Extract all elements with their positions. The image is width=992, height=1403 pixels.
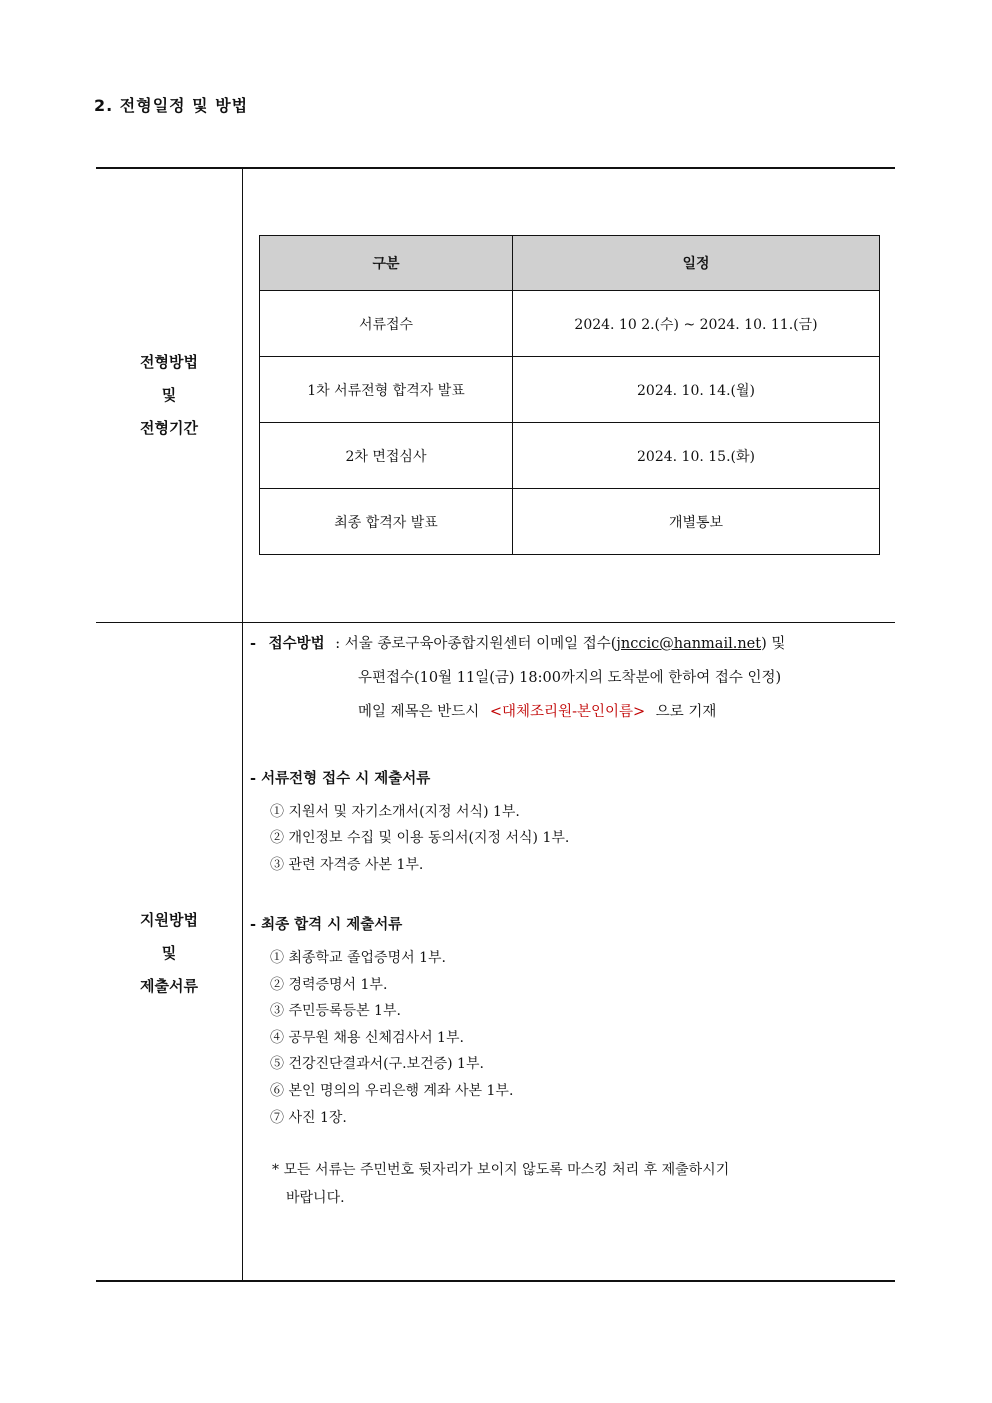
table-bottom-border bbox=[96, 1280, 895, 1282]
docs1-title: - 서류전형 접수 시 제출서류 bbox=[250, 771, 431, 787]
receipt-text-post: ) 및 bbox=[761, 636, 786, 652]
receipt-line-1 bbox=[250, 632, 785, 653]
note-line-2: 바랍니다. bbox=[286, 1190, 345, 1206]
cell-category: 서류접수 bbox=[260, 291, 513, 357]
row1-label-line: 전형기간 bbox=[140, 419, 198, 437]
table-row bbox=[260, 291, 880, 357]
table-row bbox=[260, 489, 880, 555]
receipt-text-pre: : 서울 종로구육아종합지원센터 이메일 접수( bbox=[335, 636, 617, 652]
receipt-dash: - bbox=[250, 636, 257, 652]
table-top-border bbox=[96, 167, 895, 169]
list-item: ② 경력증명서 1부. bbox=[270, 977, 388, 993]
note-line-1: * 모든 서류는 주민번호 뒷자리가 보이지 않도록 마스킹 처리 후 제출하시기 bbox=[272, 1162, 730, 1178]
email-link[interactable]: jnccic@hanmail.net bbox=[616, 636, 762, 652]
docs2-title: - 최종 합격 시 제출서류 bbox=[250, 917, 403, 933]
receipt-line3-pre: 메일 제목은 반드시 bbox=[358, 704, 480, 720]
list-item: ③ 관련 자격증 사본 1부. bbox=[270, 857, 424, 873]
list-item: ① 최종학교 졸업증명서 1부. bbox=[270, 950, 446, 966]
list-item: ④ 공무원 채용 신체검사서 1부. bbox=[270, 1030, 464, 1046]
cell-category: 2차 면접심사 bbox=[260, 423, 513, 489]
section-title: 2. 전형일정 및 방법 bbox=[94, 96, 249, 115]
cell-date: 2024. 10. 14.(월) bbox=[513, 357, 880, 423]
row1-label-line: 및 bbox=[161, 386, 177, 404]
header-category: 구분 bbox=[260, 236, 513, 291]
row2-label bbox=[96, 904, 242, 1003]
cell-date: 2024. 10 2.(수) ~ 2024. 10. 11.(금) bbox=[513, 291, 880, 357]
row2-label-line: 제출서류 bbox=[140, 977, 198, 995]
schedule-table bbox=[259, 235, 880, 555]
cell-date: 개별통보 bbox=[513, 489, 880, 555]
row2-label-line: 지원방법 bbox=[140, 911, 198, 929]
schedule-header-row bbox=[260, 236, 880, 291]
list-item: ③ 주민등록등본 1부. bbox=[270, 1003, 401, 1019]
list-item: ① 지원서 및 자기소개서(지정 서식) 1부. bbox=[270, 804, 520, 820]
table-row bbox=[260, 423, 880, 489]
list-item: ⑤ 건강진단결과서(구.보건증) 1부. bbox=[270, 1056, 484, 1072]
receipt-line3-post: 으로 기재 bbox=[655, 704, 717, 720]
column-divider bbox=[242, 168, 243, 1281]
receipt-line-2: 우편접수(10월 11일(금) 18:00까지의 도착분에 한하여 접수 인정) bbox=[358, 670, 782, 686]
row1-label bbox=[96, 346, 242, 445]
receipt-title: 접수방법 bbox=[268, 636, 325, 652]
cell-category: 1차 서류전형 합격자 발표 bbox=[260, 357, 513, 423]
row-divider bbox=[96, 622, 895, 623]
header-schedule: 일정 bbox=[513, 236, 880, 291]
list-item: ② 개인정보 수집 및 이용 동의서(지정 서식) 1부. bbox=[270, 830, 570, 846]
cell-category: 최종 합격자 발표 bbox=[260, 489, 513, 555]
row1-label-line: 전형방법 bbox=[140, 353, 198, 371]
list-item: ⑦ 사진 1장. bbox=[270, 1110, 347, 1126]
receipt-line-3 bbox=[358, 700, 716, 721]
row2-label-line: 및 bbox=[161, 944, 177, 962]
table-row bbox=[260, 357, 880, 423]
email-subject-format: <대체조리원-본인이름> bbox=[489, 704, 646, 720]
cell-date: 2024. 10. 15.(화) bbox=[513, 423, 880, 489]
list-item: ⑥ 본인 명의의 우리은행 계좌 사본 1부. bbox=[270, 1083, 514, 1099]
